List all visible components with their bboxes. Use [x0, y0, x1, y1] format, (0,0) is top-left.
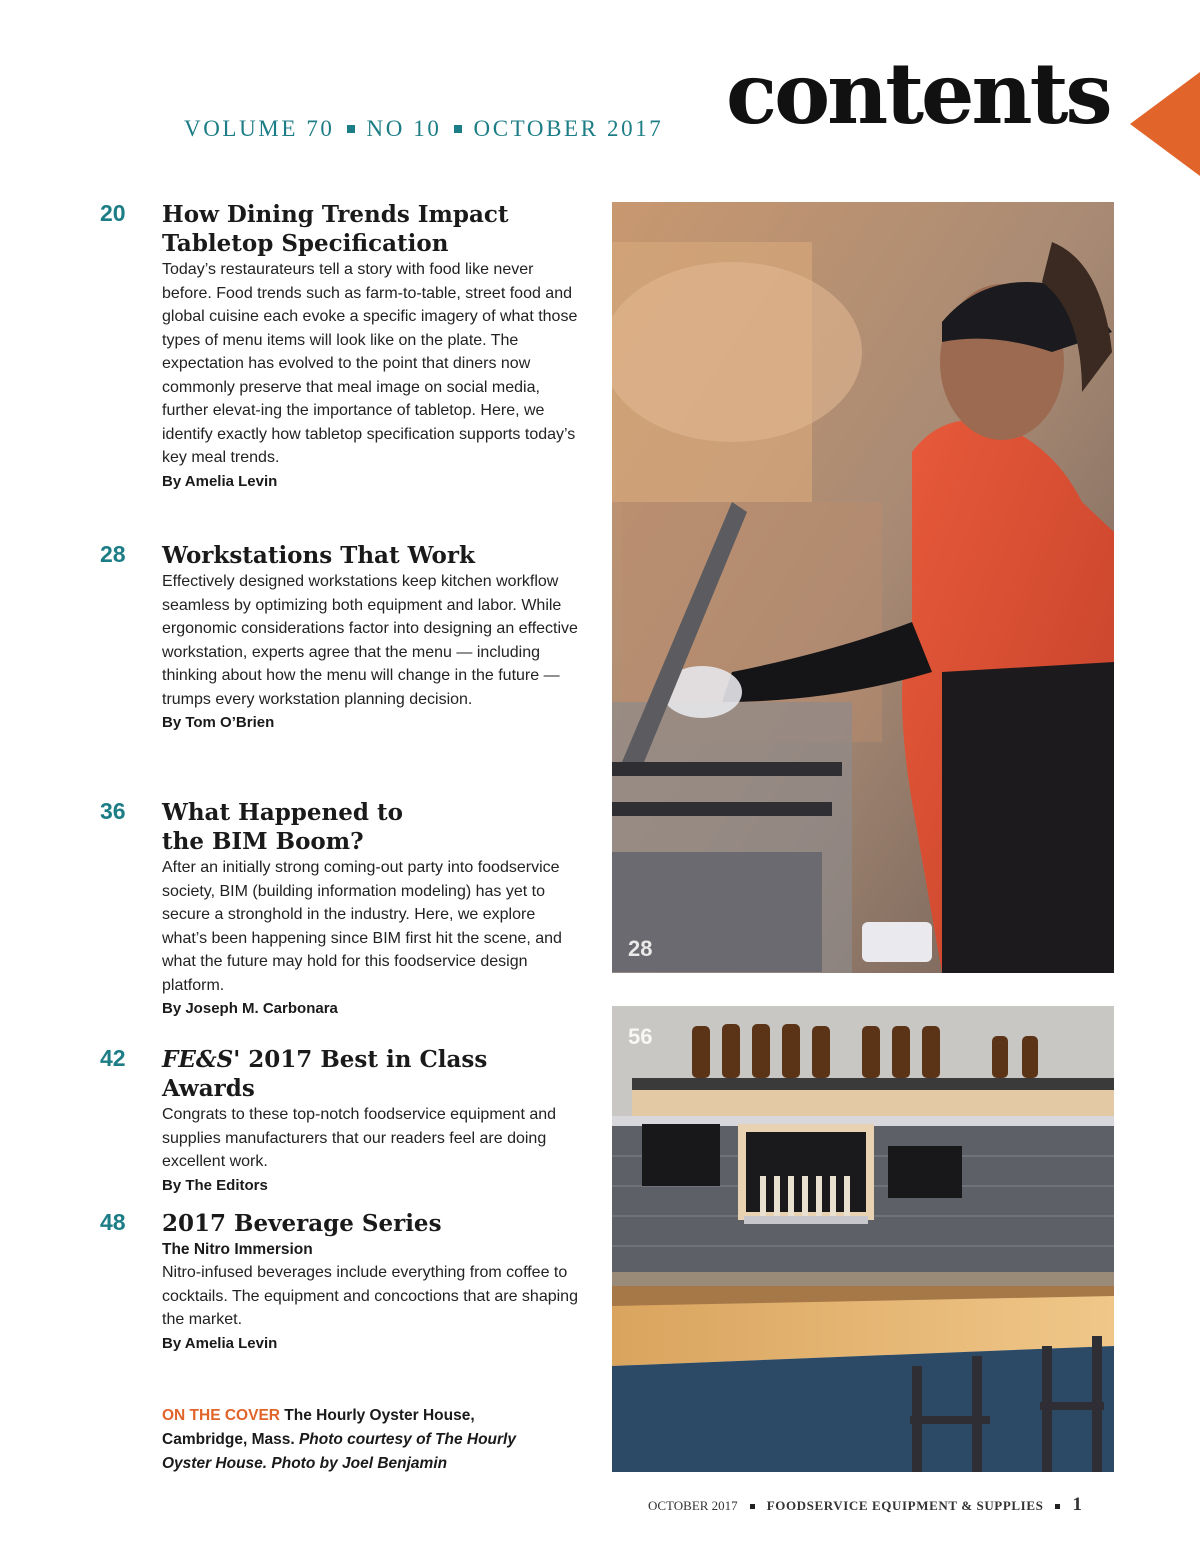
cover-text: The Hourly Oyster House, Cambridge, Mass.: [162, 1407, 475, 1448]
title-rest: ' 2017 Best in Class Awards: [162, 1046, 488, 1102]
orange-triangle-marker: [1130, 72, 1200, 176]
article-byline: By Amelia Levin: [162, 1334, 278, 1352]
photo-page-label: 28: [628, 936, 653, 961]
separator-square: [750, 1504, 755, 1509]
title-line: the BIM Boom?: [162, 828, 364, 855]
kitchen-worker-photo[interactable]: [612, 202, 1114, 973]
date-label: OCTOBER 2017: [473, 116, 664, 141]
article-title[interactable]: [162, 798, 582, 856]
separator-square: [1055, 1504, 1060, 1509]
page-number: 36: [100, 798, 126, 824]
article-description: Nitro-infused beverages include everything from coffee to cocktails. The equipment and concoctions that are shaping the market.: [162, 1264, 578, 1328]
page-number: 20: [100, 200, 126, 226]
page-title: contents: [726, 44, 1110, 143]
cover-lead: ON THE COVER: [162, 1407, 280, 1424]
article-byline: By Tom O’Brien: [162, 714, 275, 731]
title-italic: FE&S: [162, 1046, 234, 1073]
article-description: Today’s restaurateurs tell a story with food like never before. Food trends such as farm-to-table, street food and global cuisine each evoke a specific imagery of what those types of menu items will look like on the plate. The expectation has evolved to the point that diners now commonly preserve that meal image on social media, further elevat-ing the importance of tabletop. Here, we identify exactly how tabletop specification supports today’s key meal trends.: [162, 261, 578, 466]
article-title[interactable]: [162, 200, 582, 258]
footer-page-number: 1: [1072, 1494, 1082, 1515]
title-line: What Happened to: [162, 799, 403, 826]
page-number: 48: [100, 1209, 126, 1235]
article-description: Congrats to these top-notch foodservice equipment and supplies manufacturers that our readers feel are doing excellent work.: [162, 1106, 557, 1170]
article-byline: By Joseph M. Carbonara: [162, 1000, 338, 1017]
bar-interior-photo[interactable]: [612, 1006, 1114, 1472]
page-number: 42: [100, 1045, 126, 1071]
title-line: How Dining Trends Impact: [162, 201, 509, 228]
photo-page-label: 56: [628, 1024, 653, 1049]
volume-label: VOLUME 70: [184, 116, 335, 141]
page-number: 28: [100, 541, 126, 567]
footer-date: OCTOBER 2017: [648, 1498, 738, 1513]
article-description: Effectively designed workstations keep kitchen workflow seamless by optimizing both equipment and labor. While ergonomic considerations factor into designing an effective workstation, experts agree that the menu — including thinking about how the menu will change in the future — trumps every workstation planning decision.: [162, 573, 578, 708]
title-line: Tabletop Specification: [162, 230, 449, 257]
article-title[interactable]: 2017 Beverage Series: [162, 1210, 442, 1237]
article-title[interactable]: Workstations That Work: [162, 542, 475, 569]
article-byline: By Amelia Levin: [162, 472, 278, 490]
article-subtitle: The Nitro Immersion: [162, 1241, 313, 1258]
issue-label: NO 10: [366, 116, 442, 141]
separator-square: [347, 125, 355, 133]
article-description: After an initially strong coming-out party into foodservice society, BIM (building information modeling) has yet to secure a stronghold in the industry. Here, we explore what’s been happening since BIM first hit the scene, and what the future may hold for this foodservice design platform.: [162, 859, 562, 994]
cover-credit: Photo courtesy of The Hourly Oyster House. Photo by Joel Benjamin: [162, 1431, 516, 1472]
footer-publication: FOODSERVICE EQUIPMENT & SUPPLIES: [766, 1498, 1044, 1513]
article-title[interactable]: [162, 1045, 582, 1103]
page-footer: [648, 1494, 1082, 1516]
issue-line: [184, 116, 663, 142]
cover-note: [162, 1404, 562, 1476]
separator-square: [454, 125, 462, 133]
article-byline: By The Editors: [162, 1176, 268, 1194]
